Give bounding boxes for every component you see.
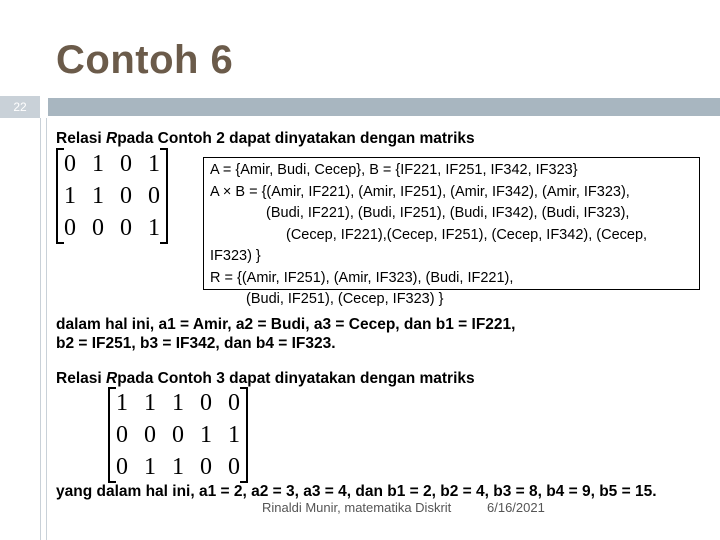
matrix-2-row (108, 387, 248, 419)
matrix-2-cell: 1 (116, 389, 128, 416)
matrix-2-cell: 0 (172, 421, 184, 448)
matrix-1-cell: 1 (64, 182, 76, 209)
matrix-1-row (56, 180, 168, 212)
footer-author: Rinaldi Munir, matematika Diskrit (262, 500, 452, 515)
matrix-2-cell: 1 (144, 389, 156, 416)
intro-2-R: R (105, 370, 118, 387)
matrix-1-row (56, 148, 168, 180)
matrix-1-cell: 1 (92, 182, 104, 209)
box-line-4: (Cecep, IF221),(Cecep, IF251), (Cecep, IF342), (Cecep, (286, 226, 648, 243)
matrix-1-cell: 0 (64, 150, 76, 177)
mapping-line-3: yang dalam hal ini, a1 = 2, a2 = 3, a3 = 4, dan b1 = 2, b2 = 4, b3 = 8, b4 = 9, b5 = 15. (56, 483, 657, 500)
matrix-1-cell: 1 (148, 150, 160, 177)
box-line-1: A = {Amir, Budi, Cecep}, B = {IF221, IF251, IF342, IF323} (210, 162, 578, 178)
matrix-2-right-bracket (240, 387, 248, 483)
relation-intro-1 (56, 130, 475, 148)
slide-title: Contoh 6 (56, 38, 234, 82)
matrix-2-cell: 0 (116, 421, 128, 448)
matrix-2-row (108, 451, 248, 483)
relation-intro-2 (56, 370, 475, 388)
matrix-2-row (108, 419, 248, 451)
mapping-line-2: b2 = IF251, b3 = IF342, dan b4 = IF323. (56, 335, 336, 352)
matrix-1-right-bracket (160, 148, 168, 244)
matrix-2-cell: 0 (200, 389, 212, 416)
matrix-1-cell: 0 (120, 182, 132, 209)
matrix-2-cell: 0 (228, 389, 240, 416)
box-line-5: IF323) } (210, 248, 261, 264)
mapping-line-1: dalam hal ini, a1 = Amir, a2 = Budi, a3 = Cecep, dan b1 = IF221, (56, 316, 516, 333)
matrix-1-cell: 0 (120, 150, 132, 177)
matrix-2-cell: 0 (228, 453, 240, 480)
intro-1-pre: Relasi (56, 130, 106, 147)
matrix-2-cell: 1 (228, 421, 240, 448)
box-line-7: (Budi, IF251), (Cecep, IF323) } (246, 291, 444, 307)
matrix-1 (56, 148, 168, 244)
slide-number: 22 (0, 96, 40, 118)
box-line-2: A × B = {(Amir, IF221), (Amir, IF251), (Amir, IF342), (Amir, IF323), (210, 183, 630, 200)
intro-1-post: pada Contoh 2 dapat dinyatakan dengan matriks (117, 130, 475, 147)
left-rule (40, 118, 41, 540)
matrix-2-cell: 0 (200, 453, 212, 480)
matrix-1-cell: 1 (148, 214, 160, 241)
set-definition-box (203, 157, 700, 307)
matrix-1-cell: 0 (64, 214, 76, 241)
matrix-1-cell: 1 (92, 150, 104, 177)
header-bar (48, 98, 720, 116)
matrix-1-left-bracket (56, 148, 64, 244)
matrix-2-cell: 1 (172, 453, 184, 480)
footer-date: 6/16/2021 (487, 500, 545, 515)
matrix-2-cell: 1 (200, 421, 212, 448)
matrix-2-cell: 1 (144, 453, 156, 480)
intro-1-R: R (105, 130, 118, 147)
matrix-1-cell: 0 (92, 214, 104, 241)
matrix-1-cell: 0 (120, 214, 132, 241)
matrix-2-cell: 0 (144, 421, 156, 448)
left-rule-inner (46, 118, 47, 540)
matrix-2-cell: 0 (116, 453, 128, 480)
matrix-1-row (56, 212, 168, 244)
intro-2-post: pada Contoh 3 dapat dinyatakan dengan matriks (117, 370, 475, 387)
matrix-1-cell: 0 (148, 182, 160, 209)
matrix-2-cell: 1 (172, 389, 184, 416)
box-line-6: R = {(Amir, IF251), (Amir, IF323), (Budi, IF221), (210, 269, 514, 286)
intro-2-pre: Relasi (56, 370, 106, 387)
box-line-3: (Budi, IF221), (Budi, IF251), (Budi, IF342), (Budi, IF323), (266, 205, 630, 221)
matrix-2 (108, 387, 248, 483)
matrix-2-left-bracket (108, 387, 116, 483)
